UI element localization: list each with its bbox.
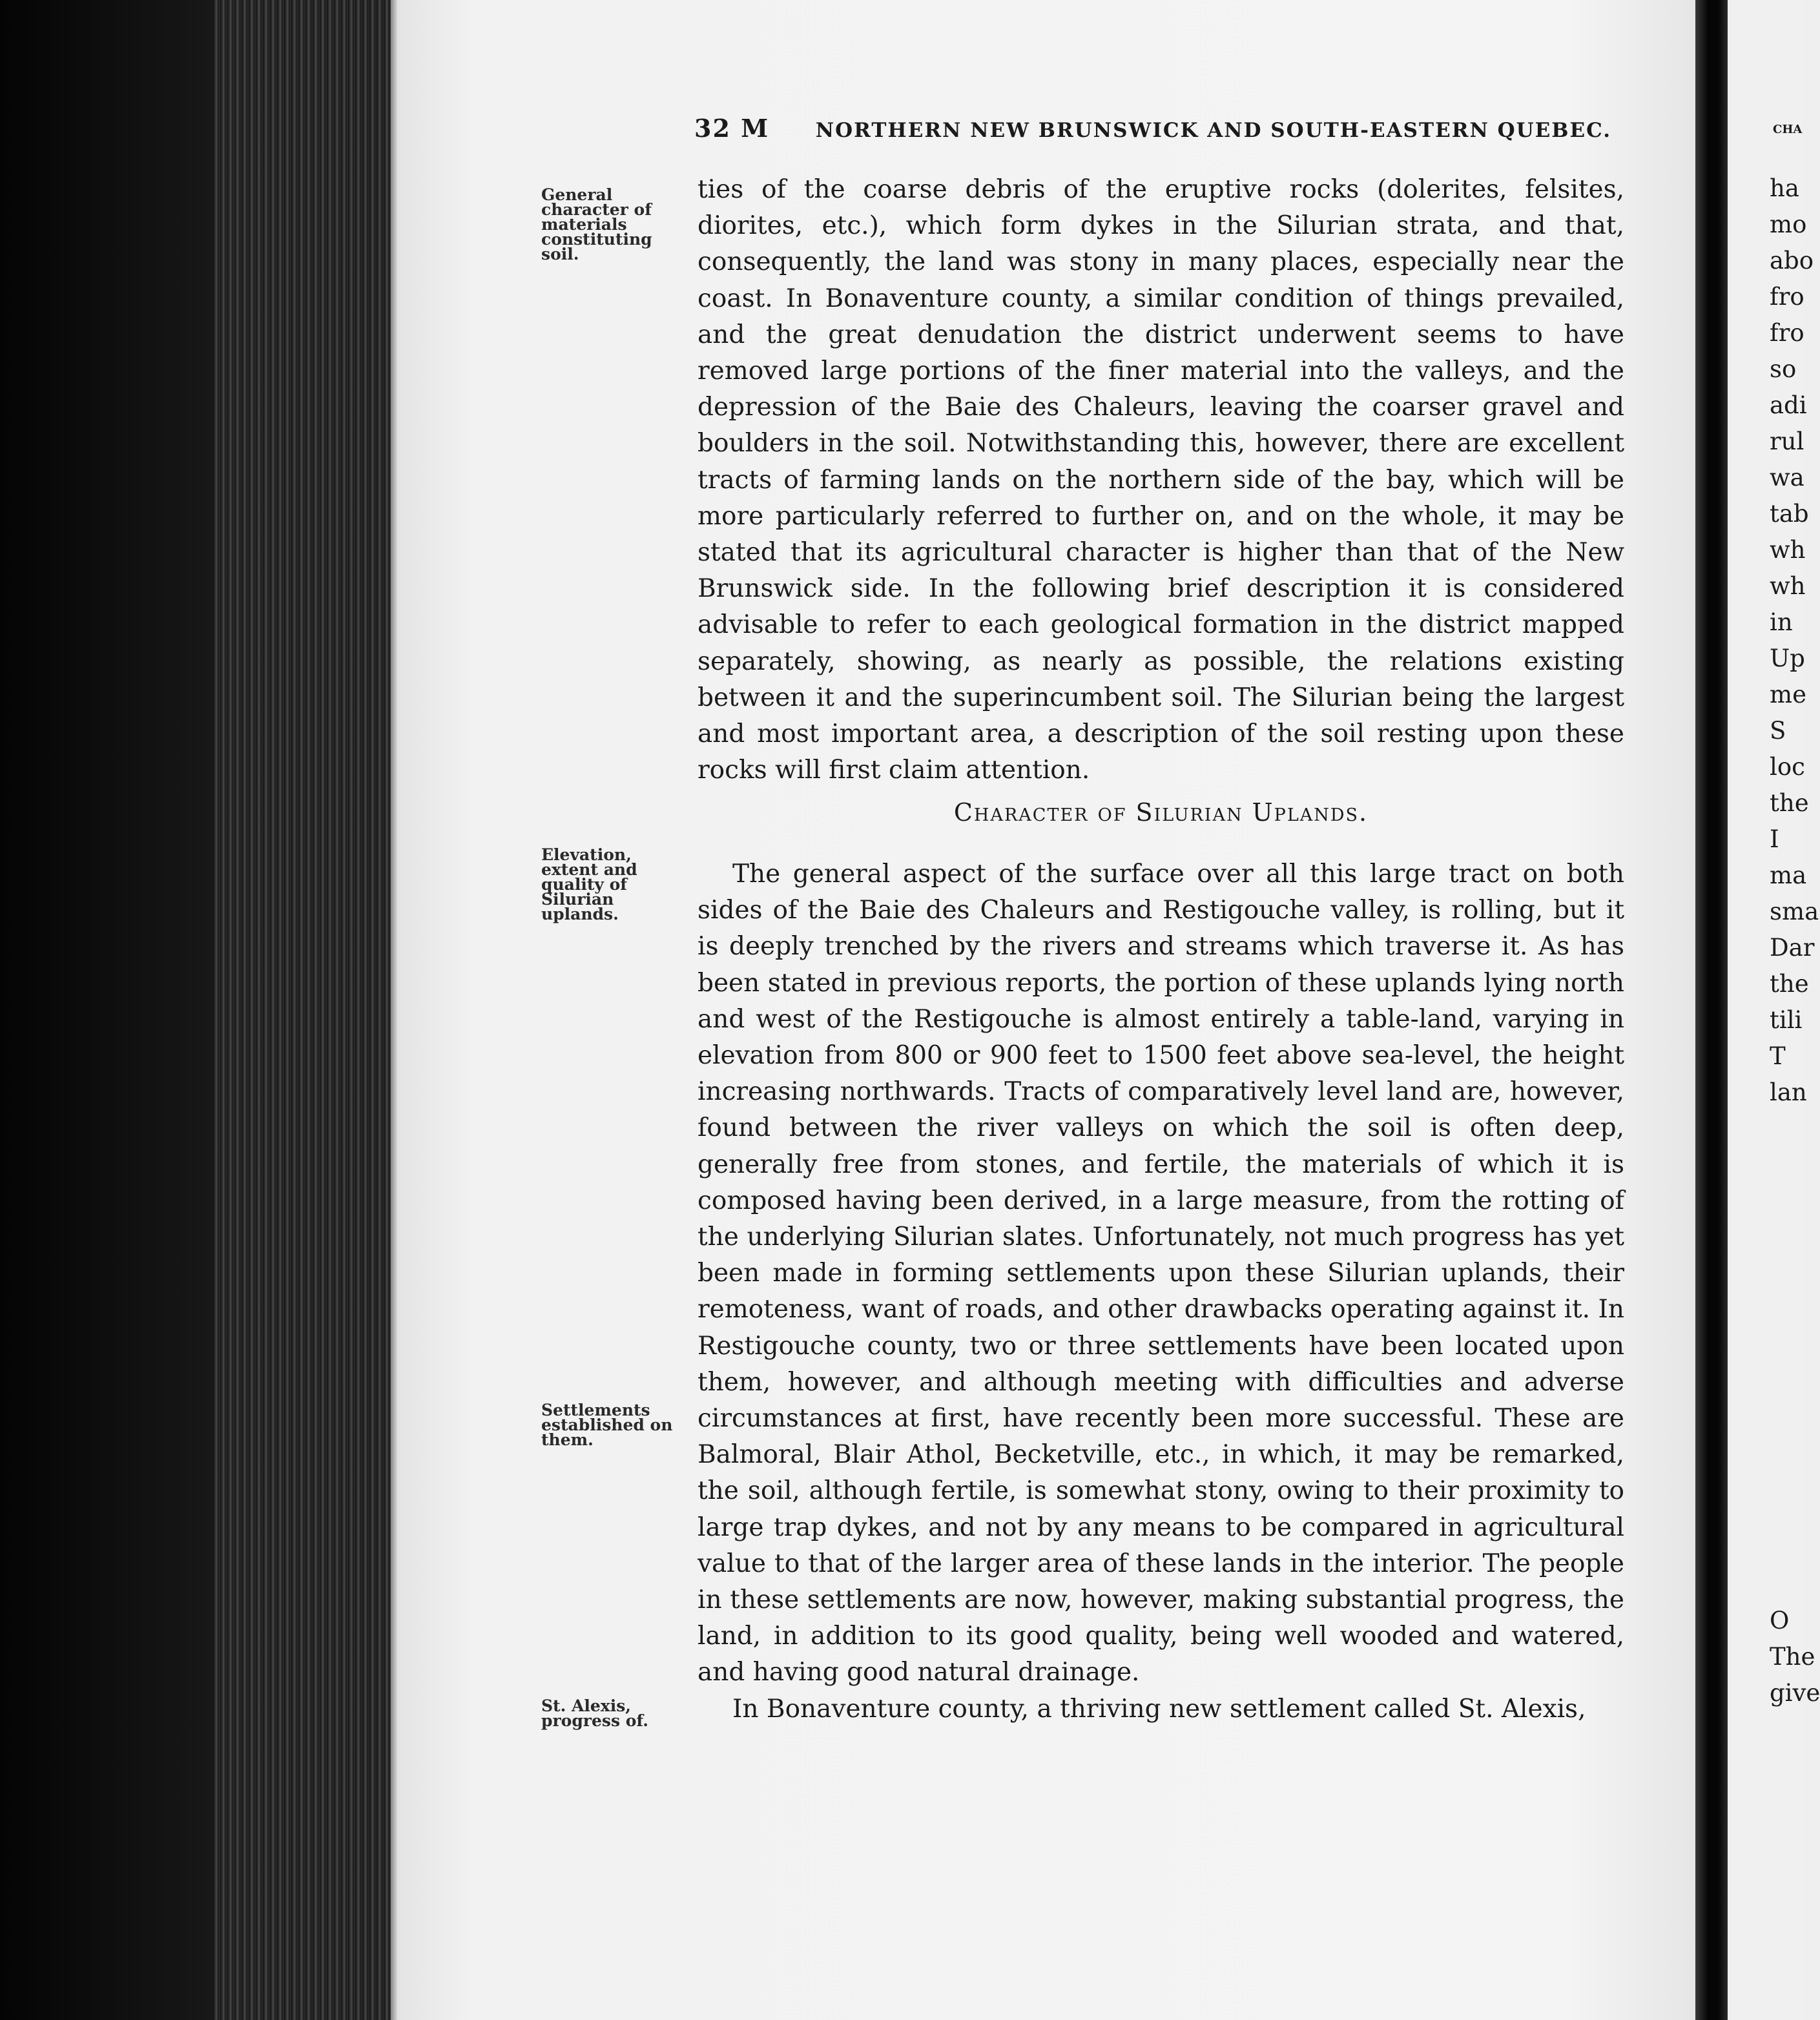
facing-page-column: ha mo abo fro fro so adi rul wa tab wh wh in Up me S loc the I ma sma Dar the tili T lan — [1770, 174, 1819, 1106]
paragraph-1-text: ties of the coarse debris of the eruptive rocks (dolerites, felsites, diorites, etc.), which form dykes in the Silurian strata, and that, consequently, the land was stony in many places, especially near the coast. In Bonaventure county, a similar condition of things prevailed, and the great denudation the district underwent seems to have removed large portions of the finer material into the valleys, and the depression of the Baie des Chaleurs, leaving the coarser gravel and boulders in the soil. Notwithstanding this, however, there are excellent tracts of farming lands on the northern side of the bay, which will be more particularly referred to further on, and on the whole, it may be stated that its agricultural character is higher than that of the New Brunswick side. In the following brief description it is considered advisable to refer to each geological formation in the district mapped separately, showing, as nearly as possible, the relations existing between it and the superincumbent soil. The Silurian being the largest and most important area, a description of the soil resting upon these rocks will first claim attention. — [698, 175, 1624, 785]
facing-page-head: CHA — [1773, 123, 1803, 136]
facing-page-column-bottom: O The give — [1770, 1607, 1820, 1707]
section-heading: Character of Silurian Uplands. — [953, 798, 1369, 827]
page-edge-highlight — [391, 0, 397, 2020]
paragraph-soil-materials — [698, 172, 1624, 788]
paragraph-silurian-uplands — [698, 856, 1624, 1727]
running-head — [694, 114, 1624, 146]
paragraph-2-text: The general aspect of the surface over all this large tract on both sides of the Baie des Chaleurs and Restigouche valley, is rolling, but it is deeply trenched by the rivers and streams which traverse it. As has been stated in previous reports, the portion of these uplands lying north and west of the Restigouche is almost entirely a table-land, varying in elevation from 800 or 900 feet to 1500 feet above sea-level, the height increasing northwards. Tracts of comparatively level land are, however, found between the river valleys on which the soil is often deep, generally free from stones, and fertile, the materials of which it is composed having been derived, in a large measure, from the rotting of the underlying Silurian slates. Unfortunately, not much progress has yet been made in forming settlements upon these Silurian uplands, their remoteness, want of roads, and other drawbacks operating against it. In Restigouche county, two or three settlements have been located upon them, however, and although meeting with difficulties and adverse circumstances at first, have recently been more successful. These are Balmoral, Blair Athol, Becketville, etc., in which, it may be remarked, the soil, although fertile, is somewhat stony, owing to their proximity to large trap dykes, and not by any means to be compared in agricultural value to that of the larger area of these lands in the interior. The people in these settlements are now, however, making substantial progress, the land, in addition to its good quality, being well wooded and watered, and having good natural drainage. — [698, 860, 1624, 1687]
sidenote-general-character: General character of materials constituting soil. — [541, 185, 652, 263]
sidenote-settlements: Settlements established on them. — [541, 1401, 673, 1449]
paragraph-3-text: In Bonaventure county, a thriving new settlement called St. Alexis, — [732, 1694, 1586, 1724]
page-number: 32 M — [694, 114, 770, 143]
running-title: NORTHERN NEW BRUNSWICK AND SOUTH-EASTERN QUEBEC. — [815, 119, 1612, 142]
sidenote-st-alexis: St. Alexis, progress of. — [541, 1696, 648, 1730]
sidenote-elevation: Elevation, extent and quality of Silurian uplands. — [541, 845, 637, 923]
book-gutter — [1695, 0, 1728, 2020]
scan-background — [0, 0, 213, 2020]
page-edges-stack — [213, 0, 391, 2020]
